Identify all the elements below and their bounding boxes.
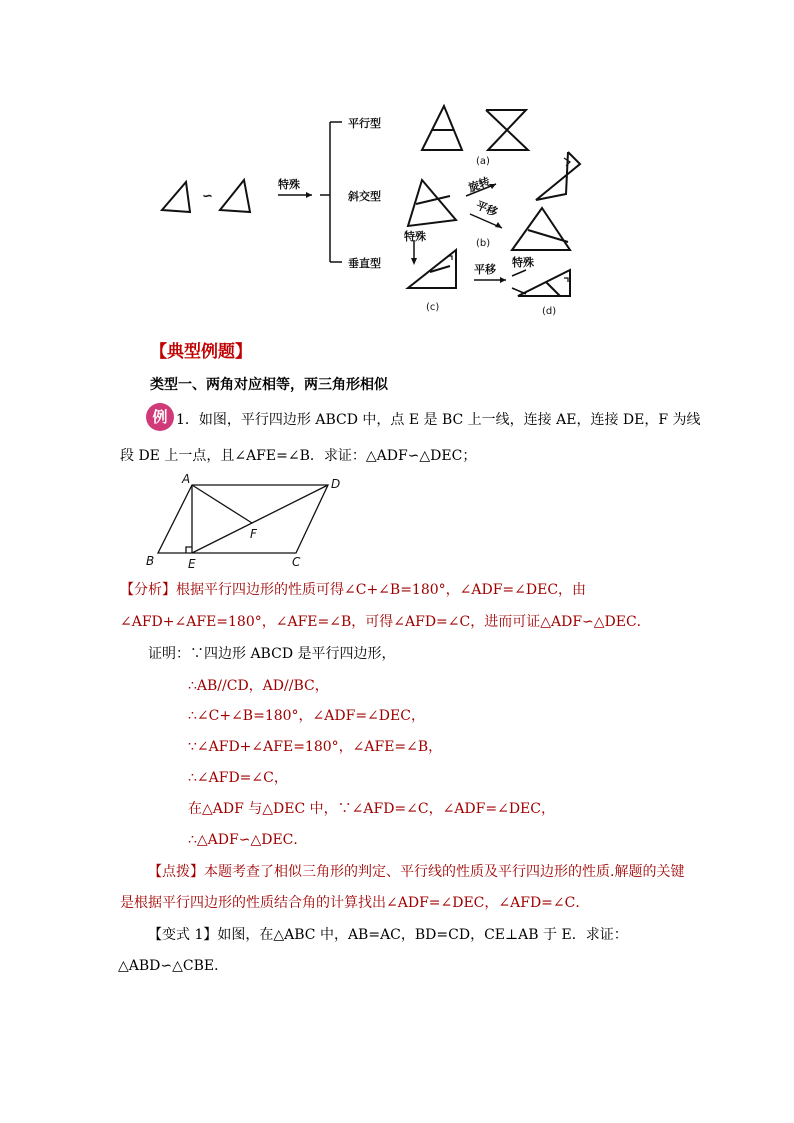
label-c: (c): [426, 302, 440, 313]
translated-triangle: [512, 208, 570, 250]
label-a: (a): [476, 156, 490, 167]
point-a: A: [182, 472, 191, 486]
parallelogram-figure: [140, 470, 350, 570]
right-angle-mark: [186, 547, 192, 553]
variant-line-2: △ABD∽△CBE．: [118, 958, 229, 974]
analysis-text-1: 根据平行四边形的性质可得∠C+∠B=180°，∠ADF=∠DEC，由: [176, 582, 587, 598]
label-d: (d): [542, 306, 557, 317]
label-oblique-type: 斜交型: [348, 190, 381, 203]
triangle-left: [162, 182, 190, 212]
proof-step-3: ∵∠AFD+∠AFE=180°，∠AFE=∠B，: [188, 739, 443, 755]
label-perp-type: 垂直型: [348, 257, 381, 270]
proof-step-6: ∴△ADF∽△DEC．: [188, 832, 308, 848]
label-special-main: 特殊: [278, 178, 300, 191]
tip-text-1: 本题考查了相似三角形的判定、平行线的性质及平行四边形的性质.解题的关键: [204, 864, 685, 880]
segment-de: [192, 485, 328, 553]
tip-line-2: 是根据平行四边形的性质结合角的计算找出∠ADF=∠DEC，∠AFD=∠C．: [120, 895, 590, 911]
triangle-a-parallel: [422, 106, 462, 150]
type-heading: 类型一、两角对应相等，两三角形相似: [150, 377, 388, 393]
label-parallel-type: 平行型: [348, 117, 381, 130]
variant-line-1: 【变式 1】如图，在△ABC 中，AB=AC，BD=CD，CE⊥AB 于 E．求证：: [148, 927, 628, 943]
triangle-b-oblique: [408, 180, 456, 226]
label-special-d: 特殊: [512, 256, 534, 269]
tip-tag: 【点拨】: [148, 864, 204, 880]
example-badge: 例: [146, 403, 174, 431]
section-title: 【典型例题】: [150, 342, 252, 362]
proof-step-2: ∴∠C+∠B=180°，∠ADF=∠DEC，: [188, 708, 425, 724]
parallelogram-abcd: [158, 485, 328, 553]
point-d: D: [331, 477, 341, 491]
proof-step-4: ∴∠AFD=∠C，: [188, 770, 288, 786]
label-b: (b): [476, 238, 491, 249]
analysis-tag: 【分析】: [120, 582, 176, 598]
point-c: C: [292, 555, 301, 569]
proof-step-5: 在△ADF 与△DEC 中，∵∠AFD=∠C，∠ADF=∠DEC，: [188, 801, 555, 817]
proof-intro: 证明：∵四边形 ABCD 是平行四边形，: [148, 646, 396, 662]
point-b: B: [146, 554, 155, 568]
similar-triangle-classification-diagram: [150, 100, 600, 325]
triangle-right: [220, 180, 250, 212]
triangle-d: [518, 270, 570, 296]
rotated-shape: [536, 152, 580, 200]
point-f: F: [250, 527, 257, 541]
label-translate-mid: 平移: [474, 198, 500, 219]
tip-line-1: [148, 862, 684, 882]
proof-step-1: ∴AB//CD，AD//BC，: [188, 678, 329, 694]
label-special-down: 特殊: [404, 230, 426, 243]
point-e: E: [188, 557, 196, 570]
analysis-line-1: [120, 580, 586, 600]
example-line-2: 段 DE 上一点，且∠AFE=∠B．求证：△ADF∽△DEC；: [120, 448, 477, 464]
analysis-line-2: ∠AFD+∠AFE=180°，∠AFE=∠B，可得∠AFD=∠C，进而可证△ADF∽△DEC．: [120, 614, 651, 630]
example-line-1: 1．如图，平行四边形 ABCD 中，点 E 是 BC 上一线，连接 AE，连接 DE，F 为线: [176, 412, 701, 428]
hourglass-a: [486, 110, 528, 150]
segment-af: [192, 485, 252, 523]
sim-symbol: ∽: [202, 189, 213, 204]
label-rotate: 旋转: [466, 174, 492, 195]
label-translate-bottom: 平移: [474, 263, 496, 276]
